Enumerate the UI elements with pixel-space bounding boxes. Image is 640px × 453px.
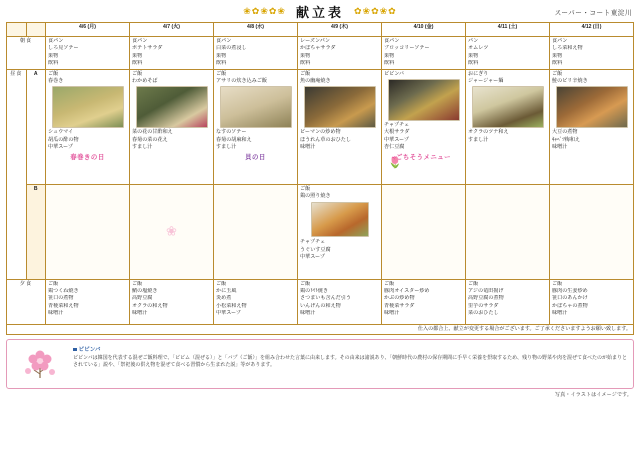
lunch-a-cell-5 — [466, 69, 550, 184]
day-header-6: 4/12 (日) — [550, 23, 634, 37]
breakfast-cell-4 — [382, 37, 466, 70]
menu-item: わかめそば — [132, 77, 158, 84]
day-header-3: 4/9 (木) — [298, 23, 382, 37]
dinner-cell-0 — [46, 279, 130, 324]
menu-item: 味噌汁 — [384, 310, 400, 316]
menu-item: ご飯 — [48, 280, 59, 287]
menu-item: 中華スープ — [300, 254, 325, 260]
menu-item: 杏仁豆腐 — [384, 144, 405, 150]
breakfast-cell-0 — [46, 37, 130, 70]
menu-item: ほうれん草のおひたし — [300, 136, 351, 143]
breakfast-cell-1 — [130, 37, 214, 70]
lunch-b-cell-3 — [298, 184, 382, 279]
cherry-blossom-icon: ❀ — [166, 223, 177, 239]
menu-item: 里芋のサラダ — [468, 302, 499, 309]
menu-item: オクラの和え物 — [132, 302, 168, 309]
menu-item: アサリの炊き込みご飯 — [216, 77, 267, 84]
menu-item: レーズンパン — [300, 38, 330, 44]
menu-item: 高野豆腐 — [132, 295, 153, 302]
menu-item: 食パン — [384, 38, 400, 44]
menu-item: 中華スープ — [216, 310, 241, 316]
menu-item: ご飯 — [468, 280, 479, 287]
menu-item: 味噌汁 — [300, 144, 316, 150]
menu-item: ご飯 — [132, 70, 143, 77]
menu-item: ご飯 — [384, 280, 395, 287]
info-title: ビビンバ — [78, 346, 101, 353]
special-caption: 春巻きの日 — [70, 154, 105, 162]
menu-item: かぶの炒め物 — [384, 295, 415, 302]
lunch-b-cell-0 — [46, 184, 130, 279]
dish-photo-teriyaki — [311, 202, 369, 237]
row-label-breakfast: 朝食 — [7, 37, 46, 70]
menu-item: チャプチェ — [384, 121, 410, 128]
dish-photo-asari — [220, 86, 292, 128]
breakfast-row — [7, 37, 634, 70]
menu-item: なすのソテー — [216, 129, 247, 136]
change-note: 仕入の都合上、献立が変更する場合がございます。ご了承くださいますようお願い致します。 — [7, 324, 634, 334]
menu-item: 飲料 — [300, 60, 311, 67]
cherry-blossom-illustration — [17, 344, 63, 384]
menu-item: 飲料 — [384, 60, 395, 67]
special-caption: ごちそうメニュー — [395, 154, 452, 162]
menu-item: ブロッコリーソテー — [384, 45, 430, 52]
menu-item: ｷｬﾍﾞﾂ梅和え — [552, 136, 581, 143]
dish-photo-sakana — [304, 86, 376, 128]
sub-label-a: A — [26, 69, 46, 184]
menu-item: しろ見ソテー — [48, 45, 79, 52]
special-caption: 貝の日 — [245, 154, 266, 162]
lunch-a-cell-1 — [130, 69, 214, 184]
sub-label-b: B — [26, 184, 46, 279]
dinner-cell-5 — [466, 279, 550, 324]
menu-item: オムレツ — [468, 45, 489, 52]
menu-item: 鯖の塩焼き — [132, 287, 158, 294]
dinner-cell-4 — [382, 279, 466, 324]
deco-left-flowers: ❀✿❀✿❀ — [243, 5, 286, 16]
special-caption — [300, 151, 379, 153]
menu-table — [6, 22, 634, 335]
menu-item: 味噌汁 — [552, 310, 568, 316]
menu-item: 飲料 — [552, 60, 563, 67]
menu-item: ご飯 — [48, 70, 59, 77]
lunch-a-row — [7, 69, 634, 184]
menu-item: 食パン — [132, 38, 148, 44]
menu-item: 果物 — [48, 52, 59, 59]
info-body: ビビンバは韓国を代表する混ぜご飯料理で、「ビビム（混ぜる）」と「バプ（ご飯）」を組み合わせた言葉に由来します。その由来は諸説あり、「朝鮮時代の農村の保存期間に手早く栄養を摂取するため、残り物の野菜や肉を混ぜて食べたのが始まりとされている」説や、「祭祀後の供え物を混ぜて食べる習慣から生まれた説」等があります。 — [73, 354, 627, 369]
info-illustration — [7, 340, 73, 388]
menu-item: 鶏のﾄﾏﾄ焼き — [300, 287, 329, 294]
menu-item: 青梗菜サラダ — [384, 302, 415, 309]
menu-item: 小松菜和え物 — [216, 302, 247, 309]
menu-item: ご飯 — [132, 280, 143, 287]
menu-item: シュウマイ — [48, 129, 74, 136]
menu-item: ご飯 — [552, 280, 563, 287]
breakfast-cell-5 — [466, 37, 550, 70]
dish-photo-shake — [556, 86, 628, 128]
menu-item: 果物 — [132, 52, 143, 59]
menu-item: 豚肉の生姜炒め — [552, 287, 588, 294]
menu-item: 鶏つくね焼き — [48, 287, 79, 294]
menu-item: ジャージャー麺 — [468, 77, 504, 84]
menu-item: 春巻き — [48, 77, 64, 84]
special-caption — [552, 151, 631, 153]
lunch-b-cell-2 — [214, 184, 298, 279]
menu-item: 飲料 — [468, 60, 479, 67]
day-header-2: 4/8 (水) — [214, 23, 298, 37]
menu-item: 食パン — [552, 38, 568, 44]
menu-item: アジの竜田揚げ — [468, 287, 504, 294]
lunch-a-cell-2 — [214, 69, 298, 184]
menu-item: 炎め煮 — [216, 295, 232, 302]
page-header — [0, 0, 640, 22]
day-header-4: 4/10 (金) — [382, 23, 466, 37]
menu-item: かに玉風 — [216, 287, 237, 294]
flower-icon: 🌷 — [388, 156, 402, 169]
menu-item: オクラのツナ和え — [468, 129, 509, 136]
menu-item: ご飯 — [216, 70, 227, 77]
deco-right-flowers: ✿❀✿❀✿ — [354, 5, 397, 16]
menu-item: ポテトサラダ — [132, 45, 163, 52]
menu-item: 果物 — [384, 52, 395, 59]
menu-item: 鮭のピリ辛焼き — [552, 77, 588, 84]
lunch-b-cell-5 — [466, 184, 550, 279]
menu-item: 胡瓜の酢の物 — [48, 136, 79, 143]
row-label-dinner: 夕食 — [7, 279, 46, 324]
special-caption — [132, 151, 211, 153]
store-name: スーパー・コート東淀川 — [554, 10, 632, 17]
menu-item: チャプチェ — [300, 239, 326, 246]
dinner-row — [7, 279, 634, 324]
menu-item: 中華スープ — [48, 144, 73, 150]
info-panel — [6, 339, 634, 389]
menu-item: 大根サラダ — [384, 129, 410, 136]
menu-item: 青梗菜和え物 — [48, 302, 79, 309]
menu-item: 魚の幽庵焼き — [300, 77, 331, 84]
lunch-a-cell-0 — [46, 69, 130, 184]
menu-item: 果物 — [300, 52, 311, 59]
menu-item: 味噌汁 — [552, 144, 568, 150]
menu-item: ピーマンの炒め物 — [300, 129, 341, 136]
dinner-cell-2 — [214, 279, 298, 324]
menu-item: 高野豆腐の煮物 — [468, 295, 504, 302]
footer-note: 写真・イラストはイメージです。 — [554, 391, 632, 398]
menu-item: さつまいも含んだ引う — [300, 295, 351, 302]
special-caption — [468, 144, 547, 146]
lunch-a-cell-6 — [550, 69, 634, 184]
lunch-b-row — [7, 184, 634, 279]
table-header-row — [7, 23, 634, 37]
note-row — [7, 324, 634, 334]
menu-item: ご飯 — [300, 70, 311, 77]
menu-item: 飲料 — [48, 60, 59, 67]
corner-cell — [7, 23, 27, 37]
menu-item: ご飯 — [216, 280, 227, 287]
breakfast-cell-6 — [550, 37, 634, 70]
menu-item: 菜のおひたし — [468, 310, 499, 316]
menu-item: 春菊の胡麻和え — [216, 136, 252, 143]
menu-item: 食パン — [48, 38, 64, 44]
day-header-1: 4/7 (火) — [130, 23, 214, 37]
menu-item: すまし汁 — [468, 136, 489, 143]
row-label-lunch: 昼食 — [7, 69, 27, 279]
menu-item: かぼちゃサラダ — [300, 45, 336, 52]
menu-item: 飲料 — [132, 60, 143, 67]
breakfast-cell-3 — [298, 37, 382, 70]
menu-item: うぐいす豆腐 — [300, 246, 331, 253]
menu-item: すまし汁 — [216, 144, 237, 150]
menu-item: 味噌汁 — [48, 310, 64, 316]
menu-item: ご飯 — [300, 280, 311, 287]
menu-item: いんげんの和え物 — [300, 302, 341, 309]
menu-item: 豚肉オイスター炒め — [384, 287, 430, 294]
menu-item: おにぎり — [468, 70, 489, 77]
menu-item: すまし汁 — [132, 144, 153, 150]
menu-item: 味噌汁 — [132, 310, 148, 316]
menu-item: ビビンバ — [384, 70, 405, 77]
page-title: 献立表 — [295, 4, 344, 20]
square-bullet-icon — [73, 348, 77, 352]
info-title-row — [73, 345, 627, 353]
menu-item: 中華スープ — [384, 136, 409, 143]
menu-item: 飲料 — [216, 60, 227, 67]
menu-item: パン — [468, 38, 479, 44]
lunch-b-cell-6 — [550, 184, 634, 279]
menu-item: ご飯 — [300, 185, 311, 192]
menu-item: 大豆の煮物 — [552, 129, 578, 136]
dish-photo-bibimbap — [388, 79, 460, 121]
dish-photo-harumaki — [52, 86, 124, 128]
dish-photo-jajamen — [472, 86, 544, 128]
dinner-cell-1 — [130, 279, 214, 324]
menu-item: 春菊の菜の花え — [132, 136, 168, 143]
menu-item: 果物 — [552, 52, 563, 59]
breakfast-cell-2 — [214, 37, 298, 70]
info-text-block — [73, 340, 633, 388]
menu-item: ご飯 — [552, 70, 563, 77]
corner-cell-2 — [26, 23, 46, 37]
menu-item: 食パン — [216, 38, 232, 44]
menu-item: 笹口の煮物 — [48, 295, 74, 302]
lunch-b-cell-4 — [382, 184, 466, 279]
menu-item: 味噌汁 — [300, 310, 316, 316]
menu-item: 果物 — [216, 52, 227, 59]
menu-item: かぼちゃの煮物 — [552, 302, 588, 309]
dinner-cell-6 — [550, 279, 634, 324]
lunch-a-cell-4 — [382, 69, 466, 184]
day-header-5: 4/11 (土) — [466, 23, 550, 37]
day-header-0: 4/6 (月) — [46, 23, 130, 37]
menu-item: 白菜の煮浸し — [216, 45, 247, 52]
dish-photo-wakamesoba — [136, 86, 208, 128]
lunch-b-cell-1 — [130, 184, 214, 279]
menu-item: 鶏の照り焼き — [300, 192, 331, 199]
dinner-cell-3 — [298, 279, 382, 324]
menu-item: 果物 — [468, 52, 479, 59]
menu-item: 笹口のあんかけ — [552, 295, 588, 302]
menu-item: 菜の花の甘酢和え — [132, 129, 173, 136]
menu-item: しろ菜和え物 — [552, 45, 583, 52]
lunch-a-cell-3 — [298, 69, 382, 184]
